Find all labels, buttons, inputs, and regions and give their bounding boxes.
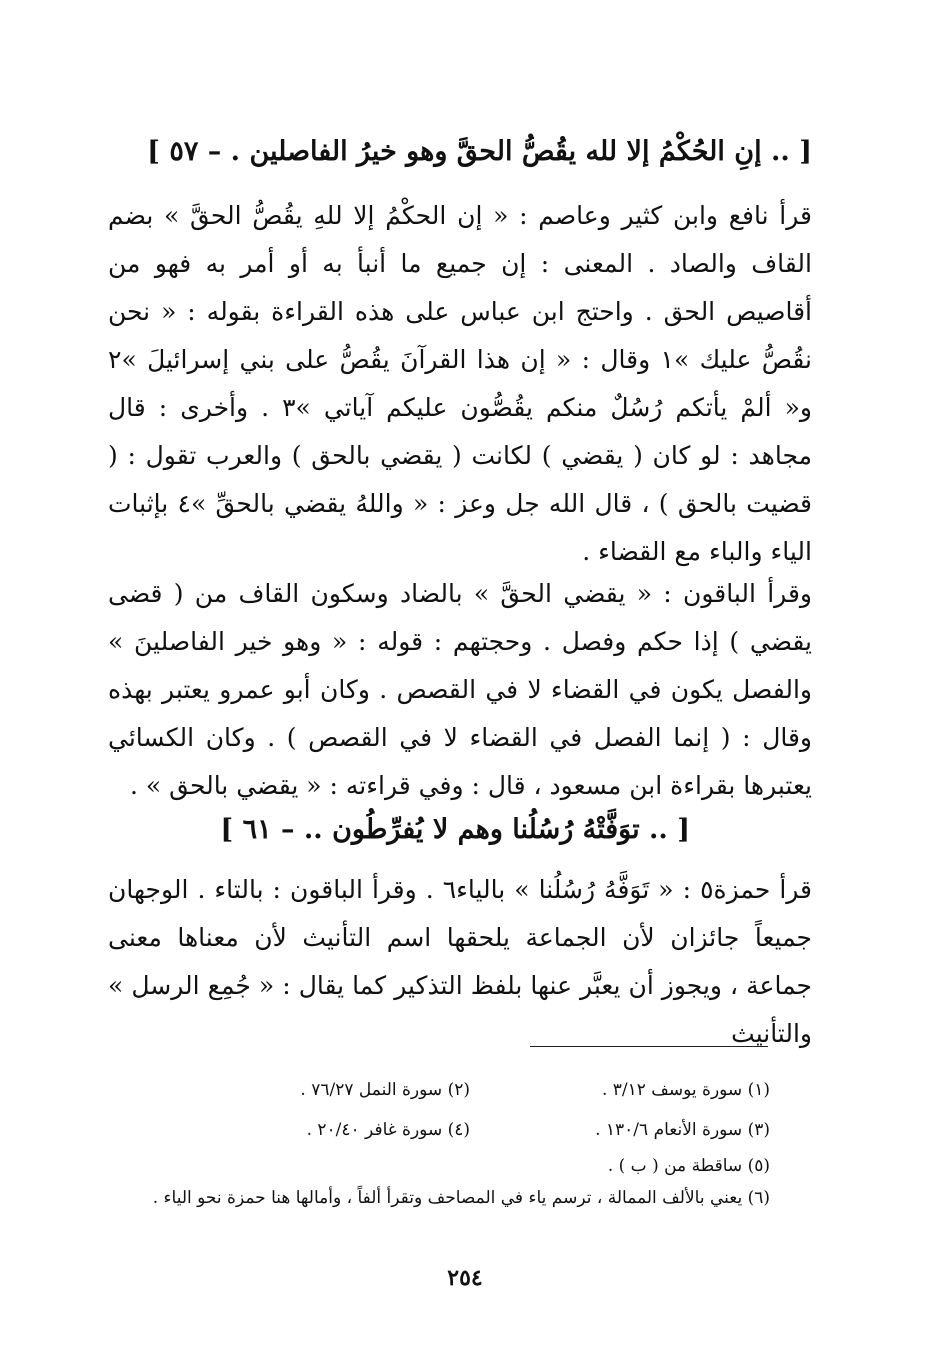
- footnote-4: (٤) سورة غافر ٢٠/٤٠ .: [306, 1120, 470, 1140]
- paragraph-reading-naafi: قرأ نافع وابن كثير وعاصم : « إن الحكْمُ إلا للهِ يقُصُّ الحقَّ » بضم القاف والصاد . المعنى : إن جميع ما أنبأ به أو أمر به فهو من أقاصيص الحق . واحتج ابن عباس على هذه القراءة بقوله : « نحن نقُصُّ عليك »١ وقال : « إن هذا القرآنَ يقُصُّ على بني إسرائيلَ »٢ و« ألمْ يأتكم رُسُلٌ منكم يقُصُّون عليكم آياتي »٣ . وأخرى : قال مجاهد : لو كان ( يقضي ) لكانت ( يقضي بالحق ) والعرب تقول : ( قضيت بالحق ) ، قال الله جل وعز : « واللهُ يقضي بالحقِّ »٤ بإثبات الياء والباء مع القضاء .: [108, 201, 812, 566]
- footnote-1: (١) سورة يوسف ٣/١٢ .: [601, 1080, 770, 1100]
- verse-heading-57: [ .. إنِ الحُكْمُ إلا لله يقُصُّ الحقَّ وهو خيرُ الفاصلين . – ٥٧ ]: [147, 136, 812, 167]
- page-number: ٢٥٤: [447, 1265, 483, 1291]
- footnote-divider: [530, 1046, 768, 1047]
- footnote-5: (٥) ساقطة من ( ب ) .: [607, 1156, 770, 1176]
- footnote-6: (٦) يعني بالألف الممالة ، ترسم ياء في المصاحف وتقرأ ألفاً ، وأمالها هنا حمزة نحو الياء .: [152, 1188, 770, 1208]
- paragraph-reading-others: وقرأ الباقون : « يقضي الحقَّ » بالضاد وسكون القاف من ( قضى يقضي ) إذا حكم وفصل . وحجتهم : قوله : « وهو خير الفاصلينَ » والفصل يكون في القضاء لا في القصص . وكان أبو عمرو يعتبر بهذه وقال : ( إنما الفصل في القضاء لا في القصص ) . وكان الكسائي يعتبرها بقراءة ابن مسعود ، قال : وفي قراءته : « يقضي بالحق » .: [108, 579, 812, 800]
- verse-heading-61: [ .. توَفَّتْهُ رُسُلُنا وهم لا يُفرِّطُون .. – ٦١ ]: [220, 814, 690, 845]
- footnote-2: (٢) سورة النمل ٧٦/٢٧ .: [300, 1080, 470, 1100]
- paragraph-reading-hamza: قرأ حمزة٥ : « تَوَفَّهُ رُسُلُنا » بالياء٦ . وقرأ الباقون : بالتاء . الوجهان جميعاً جائزان لأن الجماعة يلحقها اسم التأنيث لأن معناها معنى جماعة ، ويجوز أن يعبَّر عنها بلفظ التذكير كما يقال : « جُمِع الرسل » والتأنيث: [108, 875, 813, 1048]
- footnote-3: (٣) سورة الأنعام ١٣٠/٦ .: [595, 1120, 770, 1140]
